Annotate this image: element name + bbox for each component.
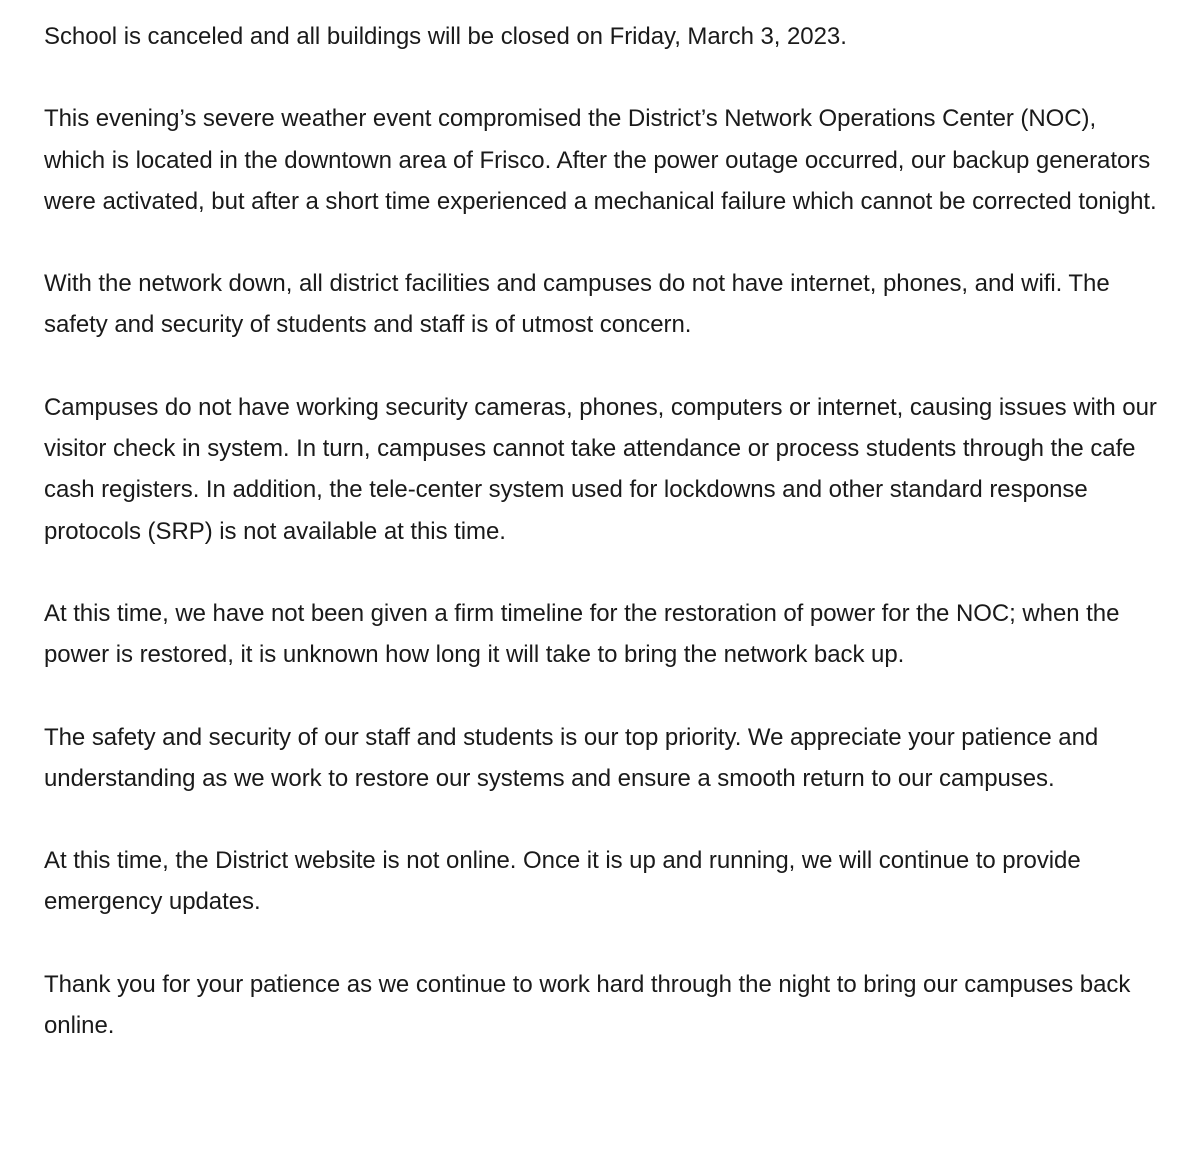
paragraph-weather-event: This evening’s severe weather event compromised the District’s Network Operations Center (NOC), which is located in the downtown area of Frisco. After the power outage occurred, our backup generators were activated, but after a short time experienced a mechanical failure which cannot be corrected tonight. [44,105,1157,215]
paragraph-network-down: With the network down, all district facilities and campuses do not have internet, phones, and wifi. The safety and security of students and staff is of utmost concern. [44,270,1110,339]
paragraph-thank-you: Thank you for your patience as we continue to work hard through the night to bring our campuses back online. [44,970,1131,1040]
paragraph-closure-announcement: School is canceled and all buildings will be closed on Friday, March 3, 2023. [44,23,847,50]
paragraph-timeline: At this time, we have not been given a firm timeline for the restoration of power for the NOC; when the power is restored, it is unknown how long it will take to bring the network back up. [44,599,1120,669]
paragraph-campus-systems: Campuses do not have working security cameras, phones, computers or internet, causing issues with our visitor check in system. In turn, campuses cannot take attendance or process students through the cafe cash registers. In addition, the tele-center system used for lockdowns and other standard response protocols (SRP) is not available at this time. [44,393,1157,545]
paragraph-website-status: At this time, the District website is not online. Once it is up and running, we will continue to provide emergency updates. [44,847,1081,916]
paragraph-safety-priority: The safety and security of our staff and students is our top priority. We appreciate your patience and understanding as we work to restore our systems and ensure a smooth return to our campuses. [44,723,1099,792]
